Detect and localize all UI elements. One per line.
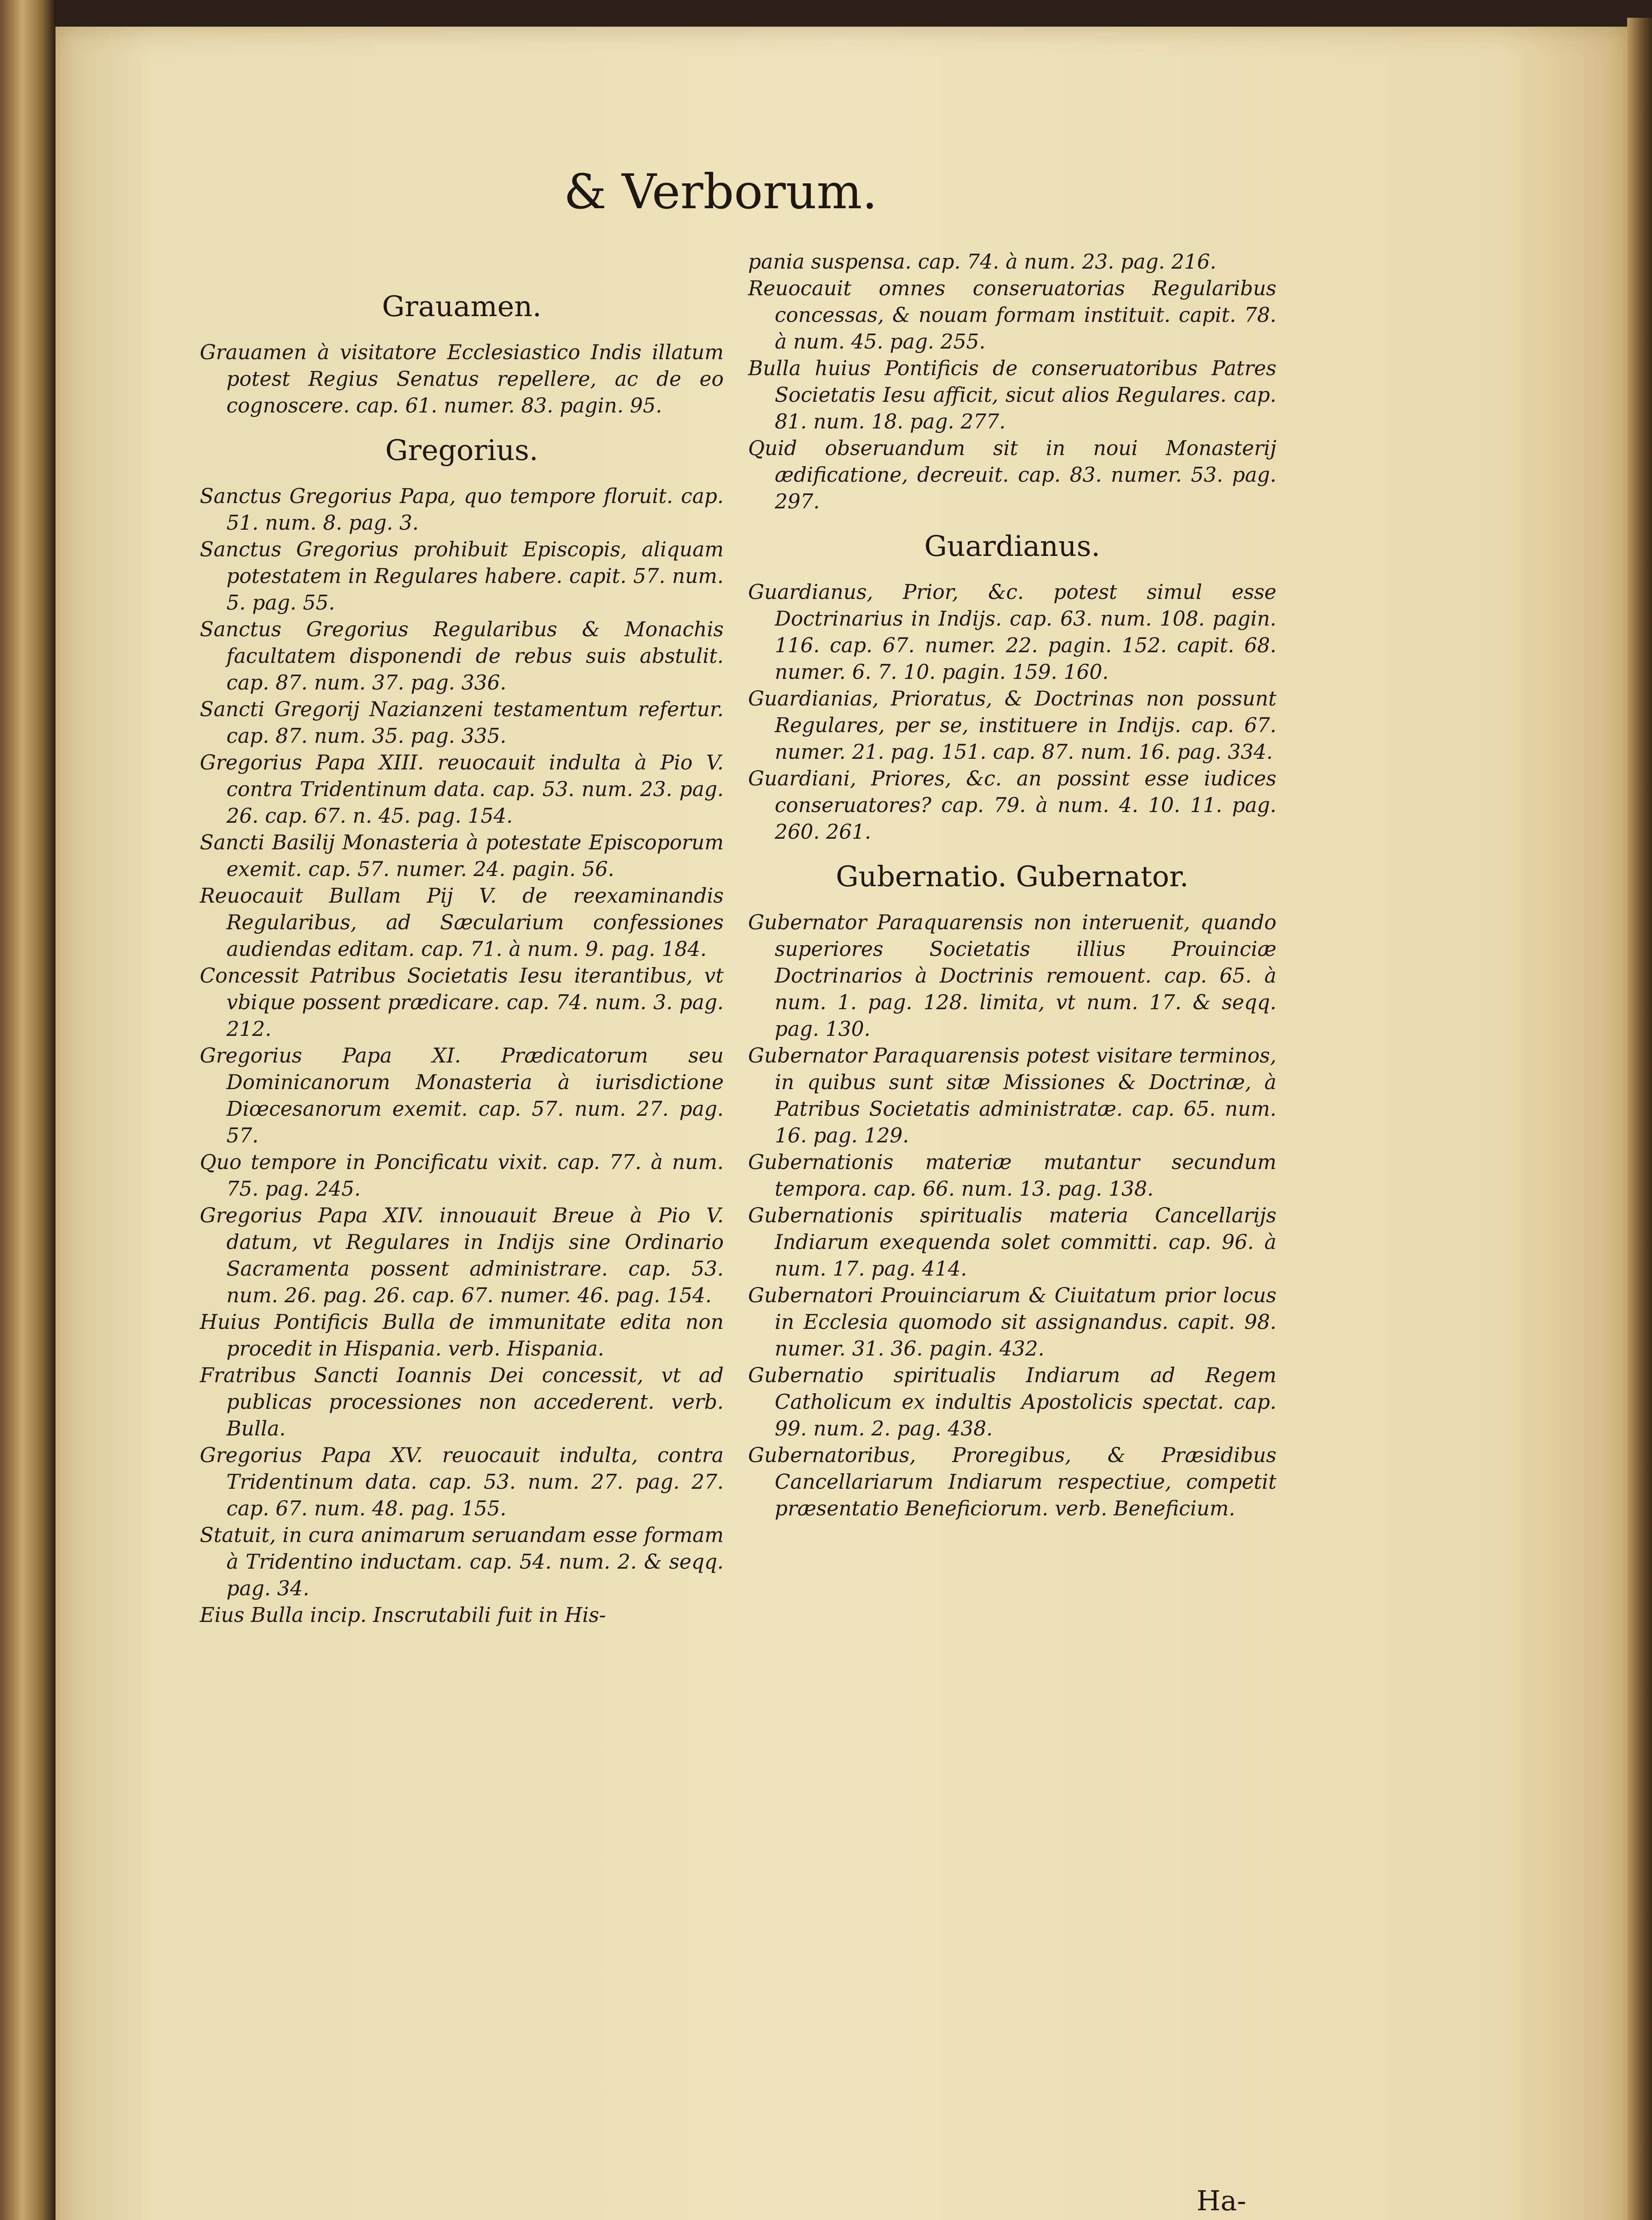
index-entry: Gubernatoribus, Proregibus, & Præsidibus Cancellariarum Indiarum respectiue, competit præsentatio Beneficiorum. verb. Beneficium.: [748, 1443, 1276, 1520]
index-entry: Statuit, in cura animarum seruandam esse formam à Tridentino inductam. cap. 54. num. 2. & seqq. pag. 34.: [200, 1523, 724, 1600]
index-entry: Sanctus Gregorius Regularibus & Monachis facultatem disponendi de rebus suis abstulit. cap. 87. num. 37. pag. 336.: [200, 618, 724, 694]
index-entry: Sanctus Gregorius Papa, quo tempore floruit. cap. 51. num. 8. pag. 3.: [200, 484, 724, 535]
page-header-title: & Verborum.: [564, 164, 878, 220]
page-edge: [1627, 18, 1652, 2220]
section-heading-gubernatio: Gubernatio. Gubernator.: [836, 860, 1189, 893]
index-entry: Huius Pontificis Bulla de immunitate edita non procedit in Hispania. verb. Hispania.: [200, 1310, 724, 1360]
index-entry: Gubernator Paraquarensis non interuenit, quando superiores Societatis illius Prouinciæ Doctrinarios à Doctrinis remouent. cap. 65. à num. 1. pag. 128. limita, vt num. 17. & seqq. pag. 130.: [748, 911, 1276, 1041]
index-entry: Gregorius Papa XIII. reuocauit indulta à Pio V. contra Tridentinum data. cap. 53. num. 23. pag. 26. cap. 67. n. 45. pag. 154.: [200, 751, 724, 828]
index-entry: Reuocauit omnes conseruatorias Regularibus concessas, & nouam formam instituit. capit. 78. à num. 45. pag. 255.: [748, 277, 1276, 353]
index-entry: Sanctus Gregorius prohibuit Episcopis, aliquam potestatem in Regulares habere. capit. 57. num. 5. pag. 55.: [200, 538, 724, 614]
index-entry: Gubernatio spiritualis Indiarum ad Regem Catholicum ex indultis Apostolicis spectat. cap. 99. num. 2. pag. 438.: [748, 1364, 1276, 1440]
index-entry: Guardianus, Prior, &c. potest simul esse Doctrinarius in Indijs. cap. 63. num. 108. pagin. 116. cap. 67. numer. 22. pagin. 152. capit. 68. numer. 6. 7. 10. pagin. 159. 160.: [748, 580, 1276, 684]
left-column: [200, 275, 724, 1629]
index-entry: Gubernationis materiæ mutantur secundum tempora. cap. 66. num. 13. pag. 138.: [748, 1150, 1276, 1201]
index-entry: Concessit Patribus Societatis Iesu iterantibus, vt vbique possent prædicare. cap. 74. num. 3. pag. 212.: [200, 964, 724, 1041]
index-entry: Gubernationis spiritualis materia Cancellarijs Indiarum exequenda solet committi. cap. 96. à num. 17. pag. 414.: [748, 1204, 1276, 1280]
index-entry: Gregorius Papa XI. Prædicatorum seu Dominicanorum Monasteria à iurisdictione Diœcesanorum exemit. cap. 57. num. 27. pag. 57.: [200, 1044, 724, 1147]
index-entry: Fratribus Sancti Ioannis Dei concessit, vt ad publicas processiones non accederent. verb. Bulla.: [200, 1364, 724, 1440]
index-entry: Bulla huius Pontificis de conseruatoribus Patres Societatis Iesu afficit, sicut alios Regulares. cap. 81. num. 18. pag. 277.: [748, 357, 1276, 433]
right-column: [748, 249, 1276, 1522]
index-entry: Gregorius Papa XV. reuocauit indulta, contra Tridentinum data. cap. 53. num. 27. pag. 27. cap. 67. num. 48. pag. 155.: [200, 1443, 724, 1520]
index-entry: Gubernator Paraquarensis potest visitare terminos, in quibus sunt sitæ Missiones & Doctrinæ, à Patribus Societatis administratæ. cap. 65. num. 16. pag. 129.: [748, 1044, 1276, 1147]
index-entry: Eius Bulla incip. Inscrutabili fuit in His-: [200, 1603, 606, 1627]
index-entry: Guardianias, Prioratus, & Doctrinas non possunt Regulares, per se, instituere in Indijs. cap. 67. numer. 21. pag. 151. cap. 87. num. 16. pag. 334.: [748, 687, 1276, 764]
index-entry: Grauamen à visitatore Ecclesiastico Indis illatum potest Regius Senatus repellere, ac de eo cognoscere. cap. 61. numer. 83. pagin. 95.: [200, 341, 724, 417]
book-gutter: [0, 0, 55, 2220]
index-entry: Sancti Gregorij Nazianzeni testamentum refertur. cap. 87. num. 35. pag. 335.: [200, 698, 724, 748]
index-entry: Guardiani, Priores, &c. an possint esse iudices conseruatores? cap. 79. à num. 4. 10. 11. pag. 260. 261.: [748, 767, 1276, 844]
index-entry: Gubernatori Prouinciarum & Ciuitatum prior locus in Ecclesia quomodo sit assignandus. capit. 98. numer. 31. 36. pagin. 432.: [748, 1284, 1276, 1360]
index-entry: Sancti Basilij Monasteria à potestate Episcoporum exemit. cap. 57. numer. 24. pagin. 56.: [200, 831, 724, 881]
section-heading-grauamen: Grauamen.: [382, 290, 542, 323]
index-entry: Gregorius Papa XIV. innouauit Breue à Pio V. datum, vt Regulares in Indijs sine Ordinario Sacramenta possent administrare. cap. 53. num. 26. pag. 26. cap. 67. numer. 46. pag. 154.: [200, 1204, 724, 1307]
index-entry: Quid obseruandum sit in noui Monasterij ædificatione, decreuit. cap. 83. numer. 53. pag. 297.: [748, 436, 1276, 513]
index-entry: Reuocauit Bullam Pij V. de reexaminandis Regularibus, ad Sæcularium confessiones audiendas editam. cap. 71. à num. 9. pag. 184.: [200, 884, 724, 961]
section-heading-gregorius: Gregorius.: [385, 434, 539, 467]
index-entry-continuation: pania suspensa. cap. 74. à num. 23. pag. 216.: [748, 250, 1216, 274]
index-entry: Quo tempore in Poncificatu vixit. cap. 77. à num. 75. pag. 245.: [200, 1150, 724, 1201]
section-heading-guardianus: Guardianus.: [924, 530, 1101, 563]
catchword: Ha-: [1196, 2184, 1246, 2217]
